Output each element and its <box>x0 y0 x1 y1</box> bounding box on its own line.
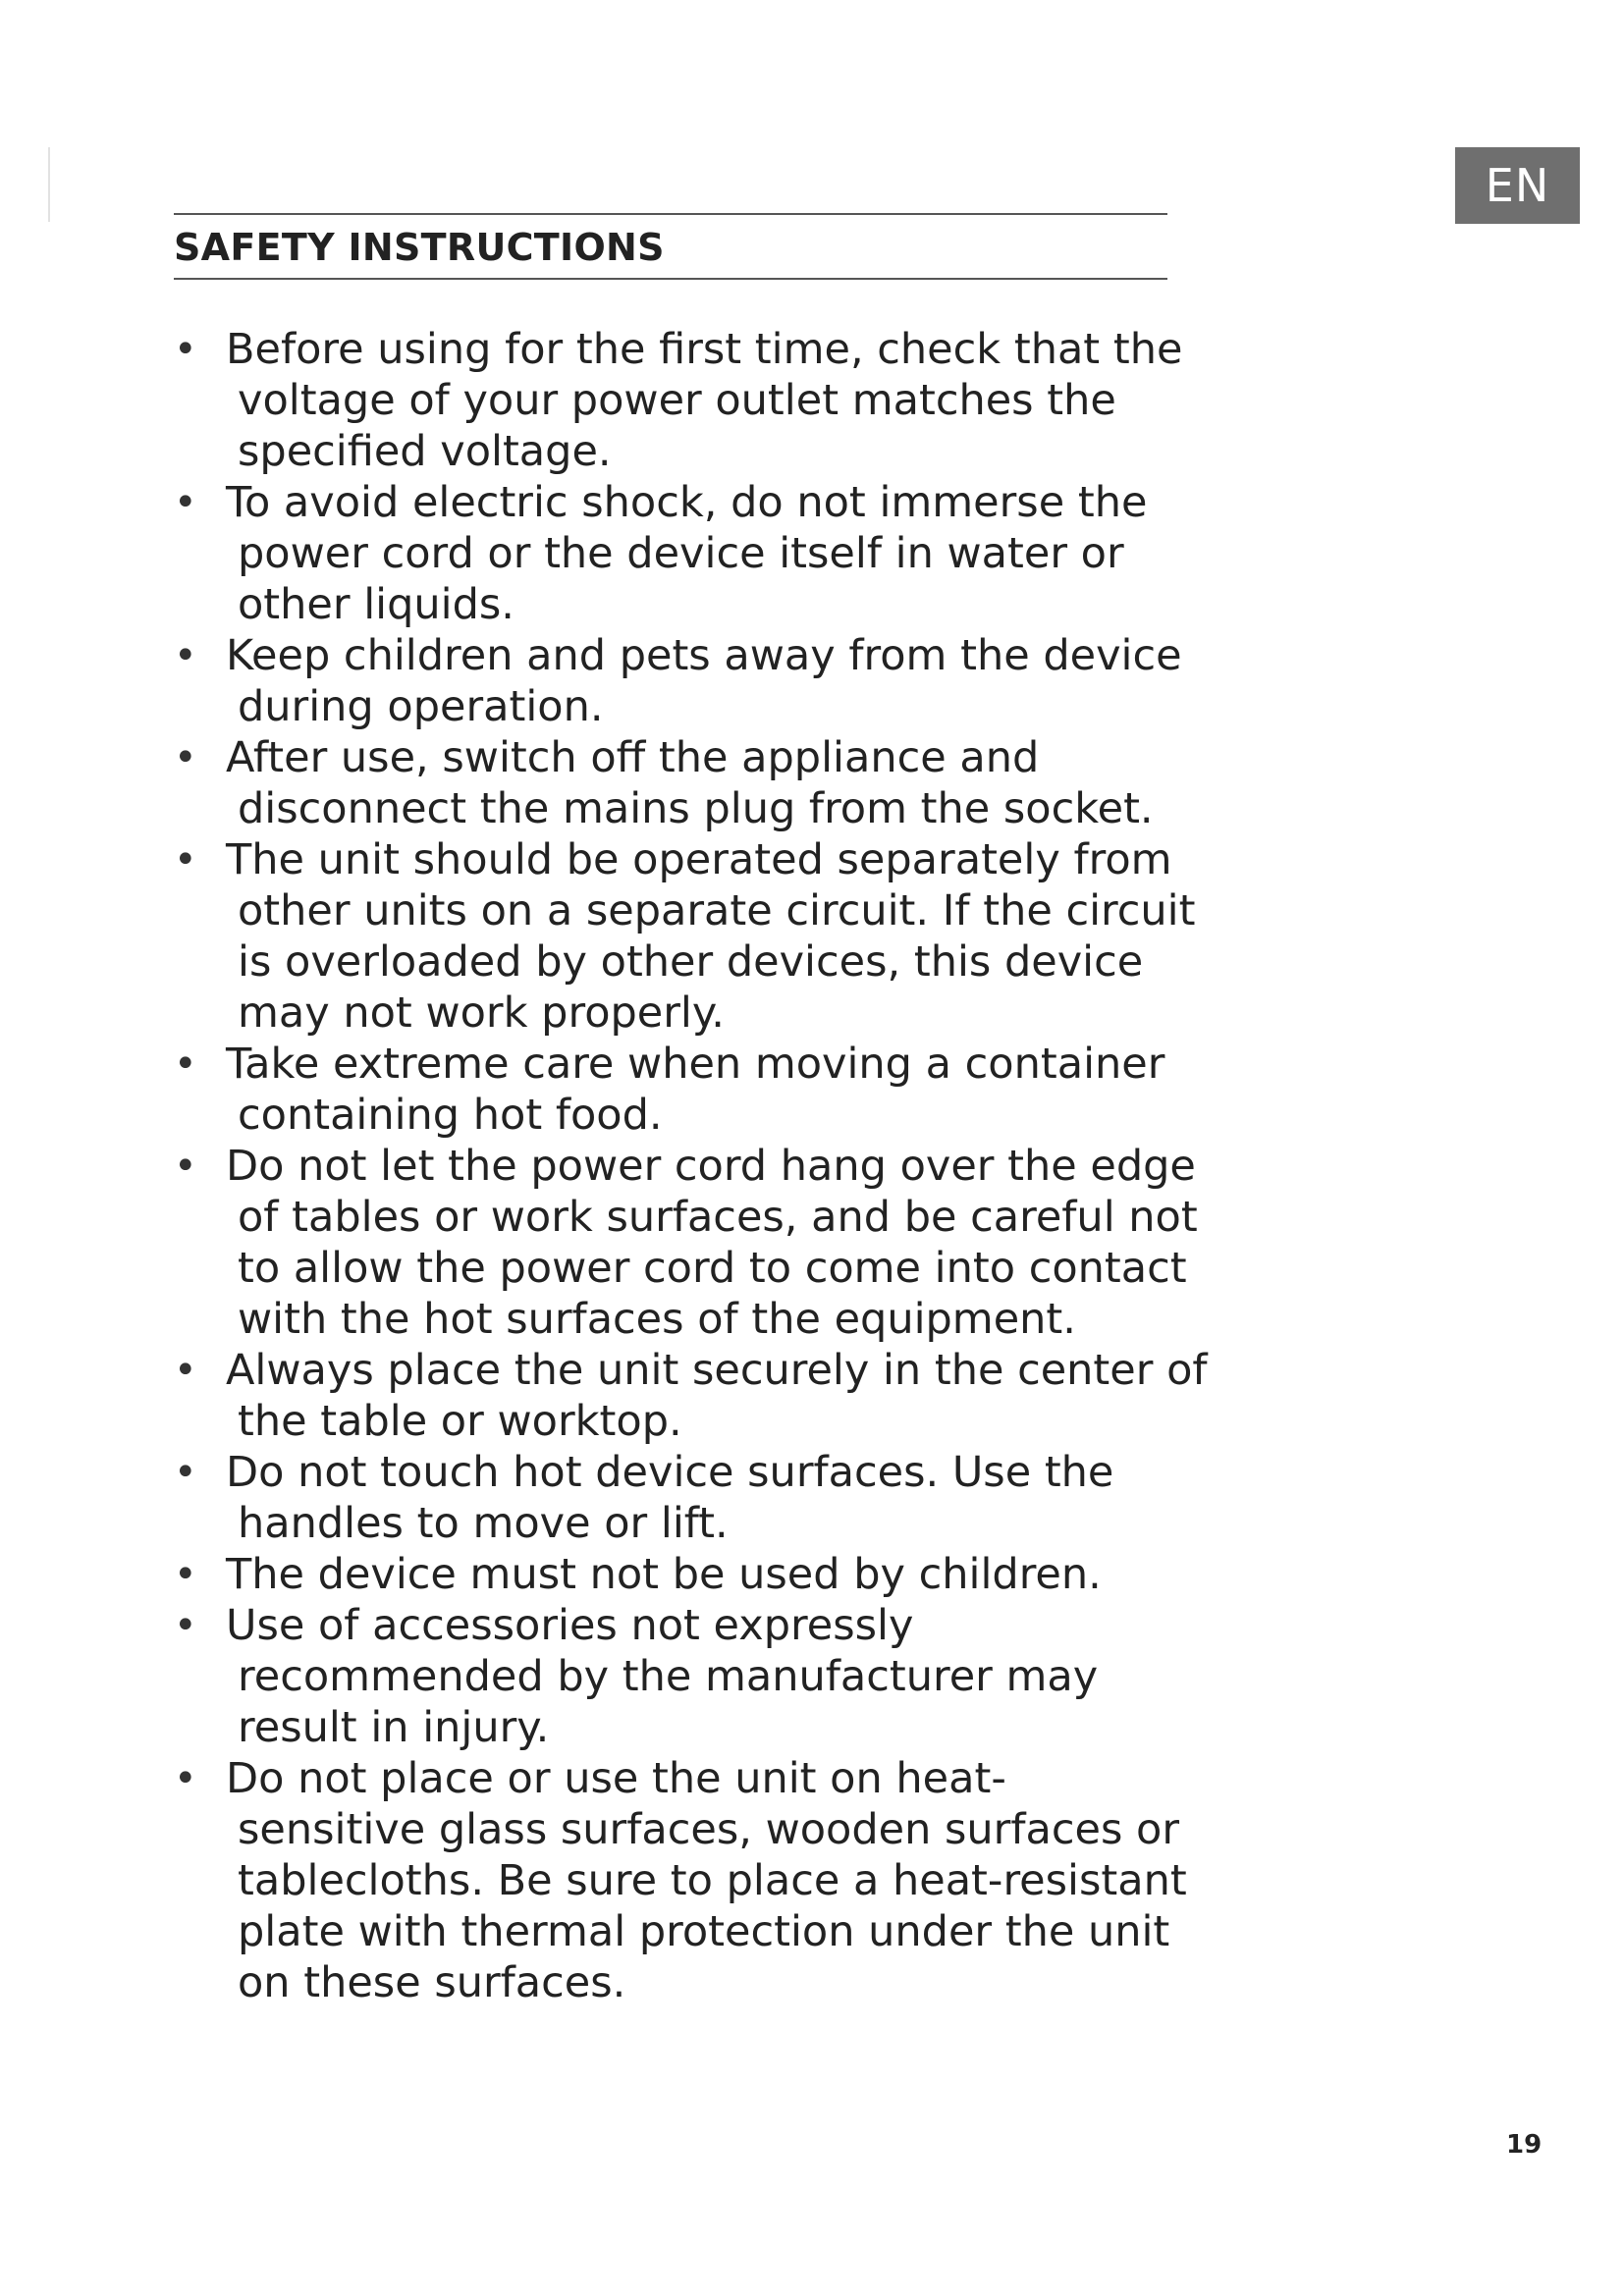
list-item <box>174 324 1195 477</box>
list-item <box>174 732 1195 834</box>
list-item-text-line: on these surfaces. <box>238 1958 626 2007</box>
bullet-icon: • <box>174 1348 197 1393</box>
list-item-text-line: containing hot food. <box>238 1091 663 1140</box>
list-item-text-line: The device must not be used by children. <box>226 1550 1102 1599</box>
margin-mark <box>48 147 50 222</box>
list-item <box>174 1345 1208 1447</box>
list-item-text-line: Take extreme care when moving a container <box>226 1040 1165 1089</box>
list-item-text-line: After use, switch off the appliance and <box>226 733 1040 782</box>
list-item-text-line: other liquids. <box>238 580 514 629</box>
list-item-text-line: result in injury. <box>238 1703 550 1752</box>
list-item-text-line: To avoid electric shock, do not immerse the <box>226 478 1148 527</box>
list-item-text-line: Do not let the power cord hang over the edge <box>226 1142 1196 1191</box>
bullet-icon: • <box>174 735 197 780</box>
list-item-text-line: voltage of your power outlet matches the <box>238 376 1116 425</box>
list-item <box>174 1600 1195 1753</box>
list-item-text-line: may not work properly. <box>238 988 725 1038</box>
list-item-text-line: Do not place or use the unit on heat- <box>226 1754 1006 1803</box>
list-item-text-line: of tables or work surfaces, and be careful not <box>238 1193 1198 1242</box>
list-item-text-line: tablecloths. Be sure to place a heat-resistant <box>238 1856 1187 1905</box>
list-item-text-line: with the hot surfaces of the equipment. <box>238 1295 1076 1344</box>
list-item-text-line: plate with thermal protection under the unit <box>238 1907 1170 1956</box>
list-item-text-line: Before using for the first time, check that the <box>226 325 1183 374</box>
list-item <box>174 1141 1198 1345</box>
list-item-text-line: sensitive glass surfaces, wooden surfaces or <box>238 1805 1179 1854</box>
list-item <box>174 630 1195 732</box>
bullet-icon: • <box>174 480 197 525</box>
list-item-text-line: Always place the unit securely in the center of <box>226 1346 1208 1395</box>
section-title: SAFETY INSTRUCTIONS <box>174 226 665 269</box>
list-item-text-line: Do not touch hot device surfaces. Use the <box>226 1448 1114 1497</box>
list-item-text-line: power cord or the device itself in water or <box>238 529 1124 578</box>
bullet-icon: • <box>174 1603 197 1648</box>
list-item-text-line: specified voltage. <box>238 427 612 476</box>
section-header <box>174 213 1167 280</box>
list-item <box>174 834 1195 1039</box>
list-item-text-line: to allow the power cord to come into contact <box>238 1244 1187 1293</box>
bullet-icon: • <box>174 1552 197 1597</box>
list-item-text-line: during operation. <box>238 682 604 731</box>
list-item-text-line: The unit should be operated separately from <box>226 835 1172 884</box>
list-item <box>174 477 1195 630</box>
bullet-icon: • <box>174 327 197 372</box>
bullet-icon: • <box>174 633 197 678</box>
list-item <box>174 1753 1195 2008</box>
list-item-text-line: Use of accessories not expressly <box>226 1601 914 1650</box>
language-tab: EN <box>1455 147 1580 224</box>
list-item-text-line: is overloaded by other devices, this device <box>238 937 1144 987</box>
page-number: 19 <box>1506 2130 1543 2160</box>
bullet-icon: • <box>174 1041 197 1087</box>
bullet-icon: • <box>174 1756 197 1801</box>
list-item <box>174 1549 1195 1600</box>
bullet-icon: • <box>174 1144 197 1189</box>
list-item-text-line: Keep children and pets away from the device <box>226 631 1182 680</box>
bullet-icon: • <box>174 1450 197 1495</box>
list-item-text-line: other units on a separate circuit. If the circuit <box>238 886 1196 935</box>
bullet-icon: • <box>174 837 197 882</box>
list-item <box>174 1447 1195 1549</box>
list-item-text-line: disconnect the mains plug from the socket. <box>238 784 1154 833</box>
safety-instructions-list <box>174 324 1208 2008</box>
list-item-text-line: recommended by the manufacturer may <box>238 1652 1099 1701</box>
list-item <box>174 1039 1195 1141</box>
list-item-text-line: the table or worktop. <box>238 1397 682 1446</box>
list-item-text-line: handles to move or lift. <box>238 1499 729 1548</box>
